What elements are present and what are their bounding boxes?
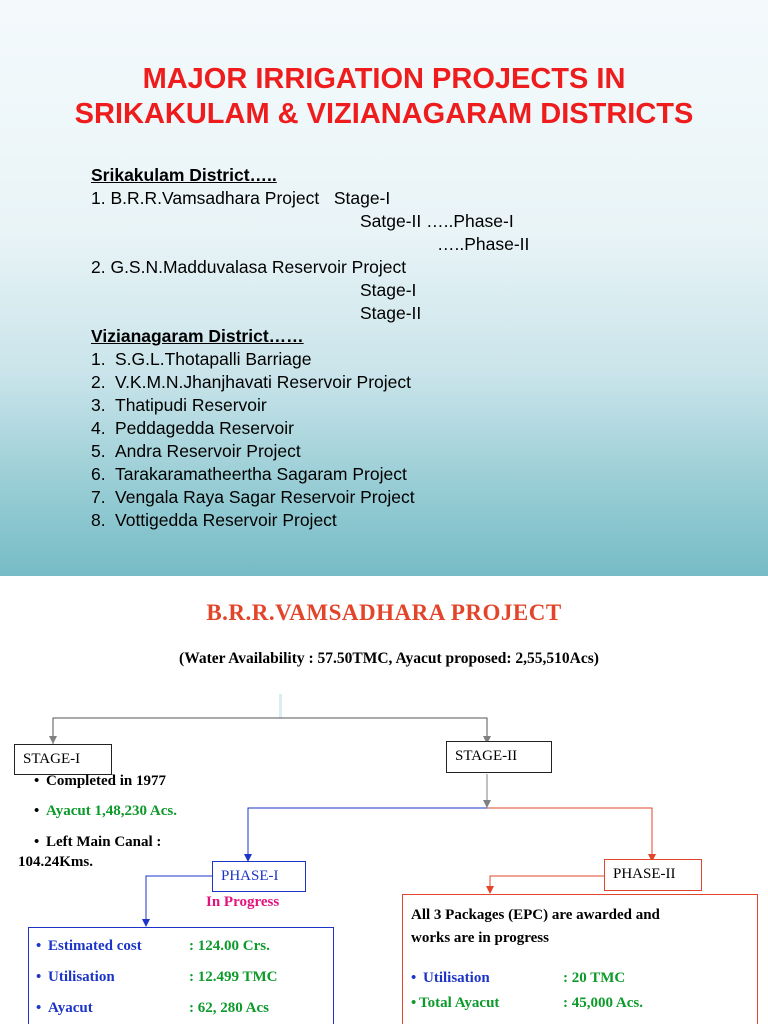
list-item-text: S.G.L.Thotapalli Barriage xyxy=(115,349,312,369)
stage1-completed xyxy=(34,773,166,790)
list-item-number: 2. xyxy=(91,372,106,392)
phase2-row xyxy=(411,964,490,992)
bullet-icon: • xyxy=(34,803,40,819)
phase1-row-key: Ayacut xyxy=(48,1000,93,1016)
list-item-text: V.K.M.N.Jhanjhavati Reservoir Project xyxy=(115,372,412,392)
list-item-text: Vottigedda Reservoir Project xyxy=(115,510,337,530)
srikakulam-line: 2. G.S.N.Madduvalasa Reservoir Project xyxy=(91,257,407,277)
srikakulam-line: Satge-II …..Phase-I xyxy=(360,211,514,231)
phase1-row xyxy=(36,994,93,1022)
list-item xyxy=(91,509,337,532)
list-item xyxy=(91,440,301,463)
list-item xyxy=(91,463,407,486)
phase1-details-box xyxy=(28,927,334,1024)
phase2-details-box xyxy=(402,894,758,1024)
stage1-completed-text: Completed in 1977 xyxy=(46,773,166,789)
slide-title-line-2: SRIKAKULAM & VIZIANAGARAM DISTRICTS xyxy=(74,98,694,130)
stage1-ayacut xyxy=(34,803,177,820)
phase1-row-key: Estimated cost xyxy=(48,938,142,954)
phase1-row xyxy=(36,963,115,991)
vizianagaram-heading: Vizianagaram District…… xyxy=(91,326,304,346)
stage1-canal xyxy=(34,834,161,851)
phase2-note-line-1: All 3 Packages (EPC) are awarded and xyxy=(411,907,660,923)
list-item xyxy=(91,394,267,417)
list-item-number: 7. xyxy=(91,487,106,507)
list-item-text: Peddagedda Reservoir xyxy=(115,418,295,438)
srikakulam-line: 1. B.R.R.Vamsadhara Project Stage-I xyxy=(91,188,391,208)
srikakulam-line: Stage-I xyxy=(360,280,417,300)
phase2-note-line-2: works are in progress xyxy=(411,930,549,946)
phase2-row-value: : 20 TMC xyxy=(563,970,626,986)
stage1-ayacut-text: Ayacut 1,48,230 Acs. xyxy=(46,803,177,819)
bullet-icon: • xyxy=(34,773,40,789)
list-item-number: 4. xyxy=(91,418,106,438)
list-item xyxy=(91,348,312,371)
phase1-row-value: : 12.499 TMC xyxy=(189,969,278,985)
phase1-row-value: : 62, 280 Acs xyxy=(189,1000,269,1016)
bullet-icon: • xyxy=(34,834,40,850)
project-subtitle: (Water Availability : 57.50TMC, Ayacut proposed: 2,55,510Acs) xyxy=(179,650,599,667)
srikakulam-line: Stage-II xyxy=(360,303,422,323)
list-item-text: Andra Reservoir Project xyxy=(115,441,301,461)
stage1-box: STAGE-I xyxy=(14,744,112,775)
list-item-number: 3. xyxy=(91,395,106,415)
list-item-number: 5. xyxy=(91,441,106,461)
phase2-down-connector xyxy=(490,876,604,890)
phase1-box: PHASE-I xyxy=(212,861,306,892)
list-item-number: 6. xyxy=(91,464,106,484)
list-item xyxy=(91,371,411,394)
top-connector xyxy=(53,718,487,744)
phase2-row-key: Total Ayacut xyxy=(419,995,500,1011)
bullet-icon: • xyxy=(36,938,42,954)
list-item-text: Vengala Raya Sagar Reservoir Project xyxy=(115,487,415,507)
phase1-connector xyxy=(248,808,487,858)
list-item-number: 1. xyxy=(91,349,106,369)
list-item-text: Tarakaramatheertha Sagaram Project xyxy=(115,464,407,484)
stem-decoration xyxy=(279,694,282,718)
list-item-number: 8. xyxy=(91,510,106,530)
srikakulam-line: …..Phase-II xyxy=(437,234,530,254)
phase1-row xyxy=(36,932,142,960)
bullet-icon: • xyxy=(411,970,417,986)
list-item xyxy=(91,486,415,509)
bullet-icon: • xyxy=(36,1000,42,1016)
bullet-icon: • xyxy=(36,969,42,985)
phase2-row xyxy=(411,989,499,1017)
phase2-row-value: : 45,000 Acs. xyxy=(563,995,643,1011)
phase2-box: PHASE-II xyxy=(604,859,702,891)
list-item-text: Thatipudi Reservoir xyxy=(115,395,267,415)
srikakulam-heading: Srikakulam District….. xyxy=(91,165,277,185)
stage1-canal-text: Left Main Canal : xyxy=(46,834,162,850)
stage2-box: STAGE-II xyxy=(446,741,552,773)
phase1-down-connector xyxy=(146,876,212,923)
phase1-row-value: : 124.00 Crs. xyxy=(189,938,270,954)
slide-title-line-1: MAJOR IRRIGATION PROJECTS IN xyxy=(142,63,626,95)
slide-2 xyxy=(0,576,768,1024)
project-title: B.R.R.VAMSADHARA PROJECT xyxy=(206,600,562,625)
bullet-icon: • xyxy=(411,995,417,1011)
stage1-canal-value: 104.24Kms. xyxy=(18,854,93,870)
phase1-status: In Progress xyxy=(206,894,280,910)
phase2-row-key: Utilisation xyxy=(423,970,490,986)
phase2-connector xyxy=(487,808,652,858)
phase1-row-key: Utilisation xyxy=(48,969,115,985)
list-item xyxy=(91,417,294,440)
